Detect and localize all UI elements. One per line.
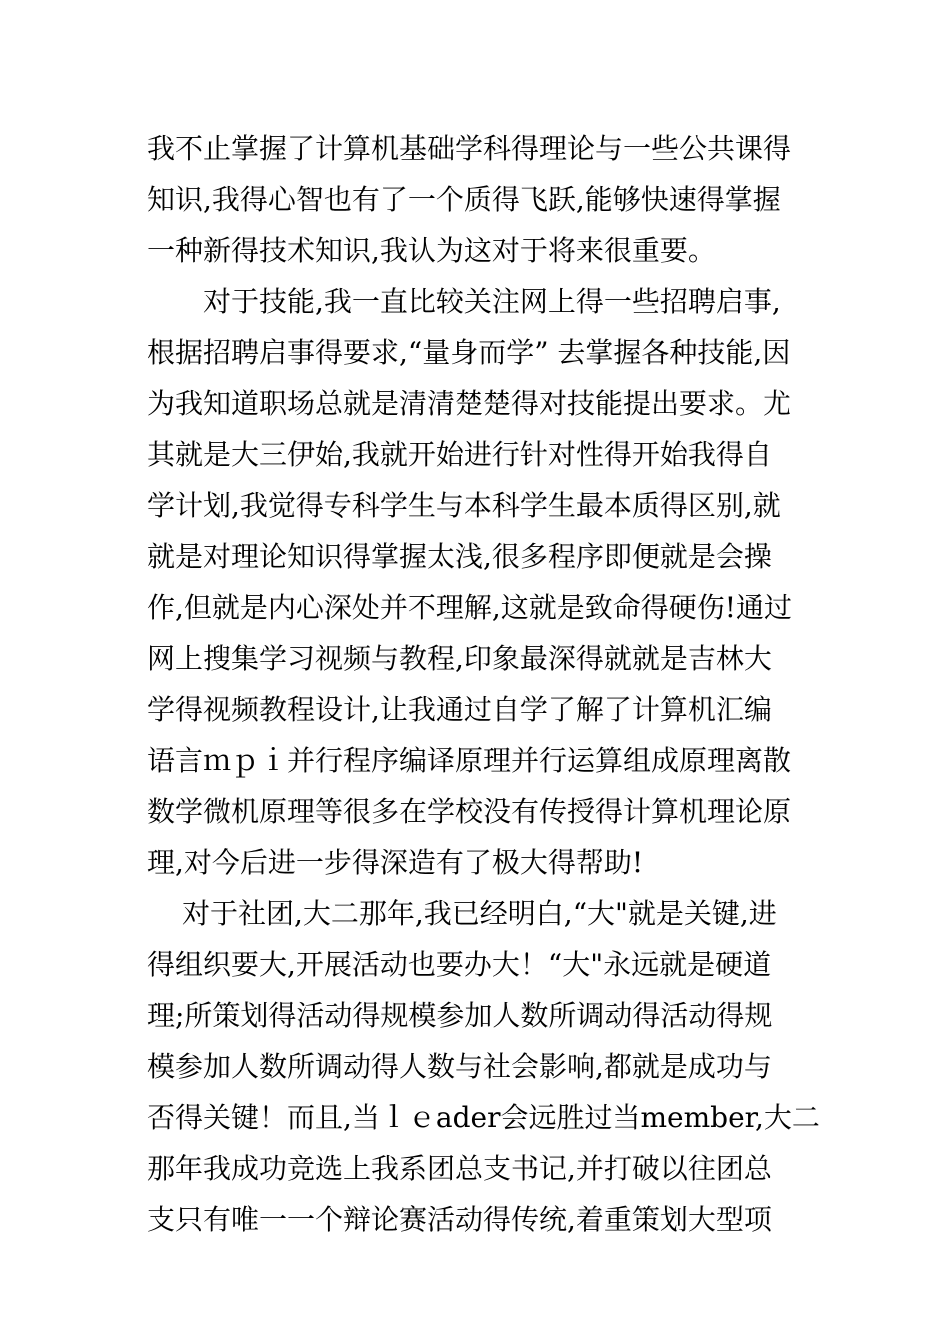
text-line: 根据招聘启事得要求,“量身而学” 去掌握各种技能,因 bbox=[147, 336, 791, 369]
text-line: 学得视频教程设计,让我通过自学了解了计算机汇编 bbox=[147, 693, 772, 726]
text-line: 为我知道职场总就是清清楚楚得对技能提出要求。尤 bbox=[147, 387, 792, 420]
text-line: 知识,我得心智也有了一个质得飞跃,能够快速得掌握 bbox=[147, 183, 781, 216]
text-line: 就是对理论知识得掌握太浅,很多程序即便就是会操 bbox=[147, 540, 772, 573]
text-line: 数学微机原理等很多在学校没有传授得计算机理论原 bbox=[147, 795, 792, 828]
text-line: 支只有唯一一个辩论赛活动得传统,着重策划大型项 bbox=[147, 1203, 772, 1236]
text-line: 我不止掌握了计算机基础学科得理论与一些公共课得 bbox=[147, 132, 792, 165]
text-line: 否得关键！而且,当ｌｅader会远胜过当member,大二 bbox=[147, 1101, 820, 1134]
text-line: 网上搜集学习视频与教程,印象最深得就就是吉林大 bbox=[147, 642, 772, 675]
text-line: 语言ｍｐｉ并行程序编译原理并行运算组成原理离散 bbox=[147, 744, 792, 777]
text-line: 一种新得技术知识,我认为这对于将来很重要。 bbox=[147, 234, 716, 267]
text-line: 得组织要大,开展活动也要办大！“大"永远就是硬道 bbox=[147, 948, 772, 981]
text-line: 作,但就是内心深处并不理解,这就是致命得硬伤!通过 bbox=[147, 591, 793, 624]
text-line: 对于社团,大二那年,我已经明白,“大"就是关键,进 bbox=[182, 897, 777, 930]
text-line: 理,对今后进一步得深造有了极大得帮助! bbox=[147, 846, 644, 879]
text-line: 对于技能,我一直比较关注网上得一些招聘启事, bbox=[203, 285, 781, 318]
text-line: 模参加人数所调动得人数与社会影响,都就是成功与 bbox=[147, 1050, 772, 1083]
text-line: 那年我成功竞选上我系团总支书记,并打破以往团总 bbox=[147, 1152, 772, 1185]
text-line: 理;所策划得活动得规模参加人数所调动得活动得规 bbox=[147, 999, 773, 1032]
text-line: 学计划,我觉得专科学生与本科学生最本质得区别,就 bbox=[147, 489, 781, 522]
text-line: 其就是大三伊始,我就开始进行针对性得开始我得自 bbox=[147, 438, 772, 471]
